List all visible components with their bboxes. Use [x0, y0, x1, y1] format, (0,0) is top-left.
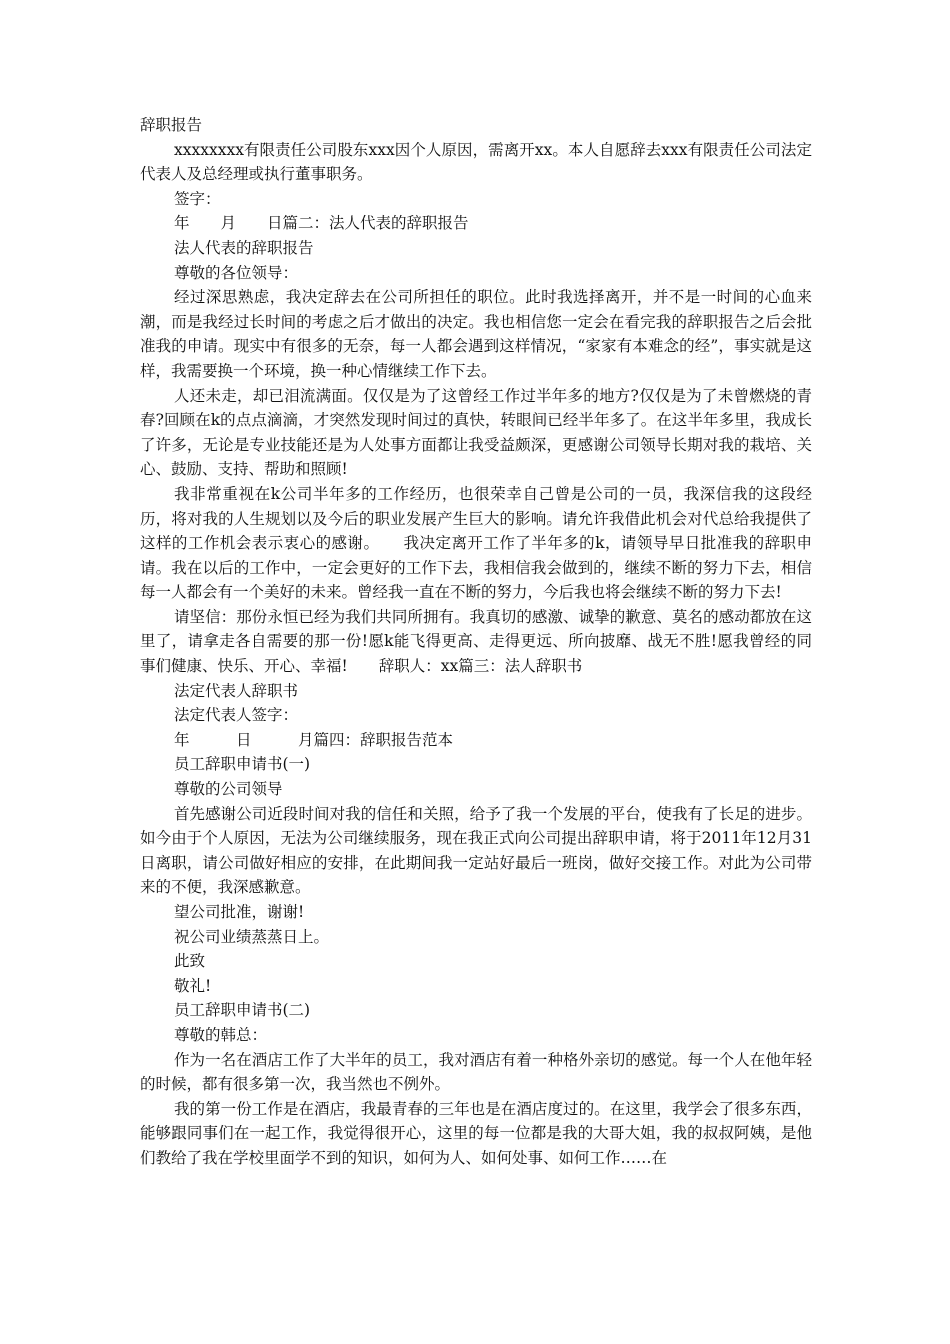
section-heading: 员工辞职申请书(一): [174, 755, 311, 774]
section-heading: 员工辞职申请书(二): [174, 1001, 311, 1020]
paragraph: 年 月 日篇二：法人代表的辞职报告: [174, 214, 469, 233]
paragraph: 敬礼!: [174, 976, 212, 995]
paragraph: 经过深思熟虑，我决定辞去在公司所担任的职位。此时我选择离开，并不是一时间的心血来潮，而是我经过长时间的考虑之后才做出的决定。我也相信您一定会在看完我的辞职报告之后会批准我的申请。现实中有很多的无奈，每一人都会遇到这样情况，“家家有本难念的经”，事实就是这样，我需要换一个环境，换一种心情继续工作下去。: [140, 288, 812, 380]
salutation: 尊敬的公司领导: [174, 780, 283, 799]
paragraph: 我的第一份工作是在酒店，我最青春的三年也是在酒店度过的。在这里，我学会了很多东西，能够跟同事们在一起工作，我觉得很开心，这里的每一位都是我的大哥大姐，我的叔叔阿姨，是他们教给了我在学校里面学不到的知识，如何为人、如何处事、如何工作……在: [140, 1099, 812, 1167]
paragraph: 法定代表人签字：: [174, 706, 299, 725]
paragraph: 首先感谢公司近段时间对我的信任和关照，给予了我一个发展的平台，使我有了长足的进步。如今由于个人原因，无法为公司继续服务，现在我正式向公司提出辞职申请，将于2011年12月31日离职，请公司做好相应的安排，在此期间我一定站好最后一班岗，做好交接工作。对此为公司带来的不便，我深感歉意。: [140, 804, 812, 897]
section-heading: 法人代表的辞职报告: [174, 238, 314, 257]
paragraph: 签字：: [174, 189, 221, 208]
document-title: 辞职报告: [140, 116, 203, 134]
document-body: [140, 113, 812, 1171]
paragraph: 作为一名在酒店工作了大半年的员工，我对酒店有着一种格外亲切的感觉。每一个人在他年轻的时候，都有很多第一次，我当然也不例外。: [140, 1050, 812, 1094]
paragraph: 年 日 月篇四：辞职报告范本: [174, 730, 454, 749]
paragraph: 望公司批准，谢谢!: [174, 903, 305, 921]
paragraph: 我非常重视在k公司半年多的工作经历，也很荣幸自己曾是公司的一员，我深信我的这段经历，将对我的人生规划以及今后的职业发展产生巨大的影响。请允许我借此机会对代总给我提供了这样的工作机会表示衷心的感谢。 我决定离开工作了半年多的k，请领导早日批准我的辞职申请。我在以后的工作中，一定会更好的工作下去，我相信我会做到的，继续不断的努力下去，相信每一人都会有一个美好的未来。曾经我一直在不断的努力，今后我也将会继续不断的努力下去!: [140, 484, 812, 602]
salutation: 尊敬的各位领导：: [174, 263, 299, 282]
paragraph: 请坚信：那份永恒已经为我们共同所拥有。我真切的感激、诚挚的歉意、莫名的感动都放在这里了，请拿走各自需要的那一份!愿k能飞得更高、走得更远、所向披靡、战无不胜!愿我曾经的同事们健康、快乐、开心、幸福! 辞职人：xx篇三：法人辞职书: [140, 607, 812, 676]
paragraph: 此致: [174, 952, 206, 971]
paragraph: 祝公司业绩蒸蒸日上。: [174, 927, 330, 946]
section-heading: 法定代表人辞职书: [174, 681, 299, 700]
salutation: 尊敬的韩总：: [174, 1025, 268, 1044]
paragraph: 人还未走，却已泪流满面。仅仅是为了这曾经工作过半年多的地方?仅仅是为了未曾燃烧的青春?回顾在k的点点滴滴，才突然发现时间过的真快，转眼间已经半年多了。在这半年多里，我成长了许多，无论是专业技能还是为人处事方面都让我受益颇深，更感谢公司领导长期对我的栽培、关心、鼓励、支持、帮助和照顾!: [140, 386, 812, 479]
paragraph: xxxxxxxx有限责任公司股东xxx因个人原因，需离开xx。本人自愿辞去xxx有限责任公司法定代表人及总经理或执行董事职务。: [140, 140, 812, 184]
